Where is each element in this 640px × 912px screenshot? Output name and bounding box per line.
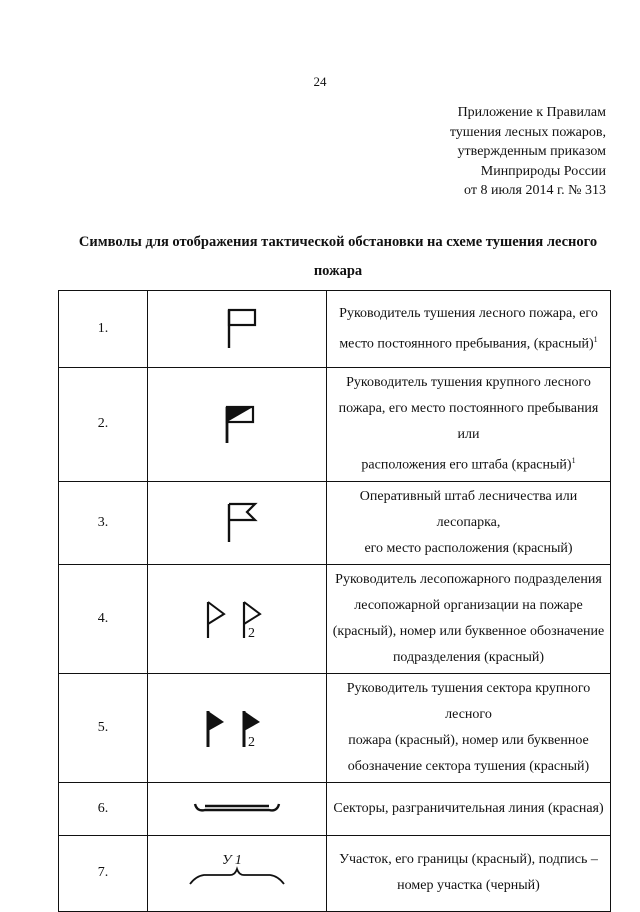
row-number: 4. <box>59 564 148 673</box>
symbol-cell <box>148 835 327 911</box>
row-number: 7. <box>59 835 148 911</box>
desc-line: лесопожарной организации на пожаре <box>354 597 583 613</box>
desc-line: его место расположения (красный) <box>364 540 573 556</box>
flag-half-filled-icon <box>207 399 267 449</box>
table-row <box>59 782 611 835</box>
table-row <box>59 835 611 911</box>
row-description <box>327 835 611 911</box>
symbol-cell <box>148 673 327 782</box>
flag-outline-icon <box>207 304 267 354</box>
desc-line: Участок, его границы (красный), подпись – <box>339 852 598 868</box>
row-description <box>327 673 611 782</box>
desc-line: Руководитель тушения сектора крупного лесного <box>346 680 591 722</box>
row-description <box>327 564 611 673</box>
pennant-filled-icons <box>192 703 282 753</box>
footnote-mark: 1 <box>593 334 598 344</box>
appendix-line: Минприроды России <box>480 163 606 179</box>
desc-line: подразделения (красный) <box>392 649 545 665</box>
appendix-line: Приложение к Правилам <box>457 105 606 120</box>
row-number: 2. <box>59 368 148 482</box>
table-row <box>59 481 611 564</box>
desc-line: Руководитель лесопожарного подразделения <box>335 571 602 587</box>
desc-line: пожара (красный), номер или буквенное <box>348 732 589 748</box>
plot-number-label: У 1 <box>222 853 242 869</box>
symbol-number-label: 2 <box>248 625 255 641</box>
symbol-cell <box>148 291 327 368</box>
sector-line-icon <box>187 794 287 824</box>
footnote-mark: 1 <box>571 456 576 465</box>
row-description <box>327 782 611 835</box>
desc-line: номер участка (черный) <box>397 878 540 894</box>
appendix-line: утвержденным приказом <box>457 144 606 159</box>
table-row <box>59 673 611 782</box>
desc-line: обозначение сектора тушения (красный) <box>347 758 590 774</box>
symbols-table <box>58 290 611 912</box>
desc-line: расположения его штаба (красный)$^1$ <box>361 456 576 473</box>
row-number: 3. <box>59 481 148 564</box>
desc-line: пожара, его место постоянного пребывания или <box>338 401 599 442</box>
symbol-cell <box>148 782 327 835</box>
symbol-cell <box>148 564 327 673</box>
desc-line: Оперативный штаб лесничества или лесопарка, <box>359 488 578 530</box>
desc-line: Руководитель тушения крупного лесного <box>346 375 591 390</box>
plot-boundary-icon <box>182 848 292 898</box>
document-title <box>60 228 616 286</box>
desc-line: Секторы, разграничительная линия (красная) <box>333 800 604 816</box>
symbol-number-label: 2 <box>248 734 255 750</box>
appendix-line: от 8 июля 2014 г. № 313 <box>464 183 606 198</box>
title-line: пожара <box>313 263 363 279</box>
page-number: 24 <box>313 74 327 89</box>
row-number: 5. <box>59 673 148 782</box>
desc-line: (красный), номер или буквенное обозначение <box>332 623 605 639</box>
appendix-header <box>346 103 606 201</box>
title-line: Символы для отображения тактической обстановки на схеме тушения лесного <box>78 234 598 250</box>
appendix-line: тушения лесных пожаров, <box>449 124 606 140</box>
symbol-cell <box>148 368 327 482</box>
row-description <box>327 481 611 564</box>
row-description <box>327 291 611 368</box>
table-row <box>59 291 611 368</box>
desc-line: Руководитель тушения лесного пожара, его <box>339 305 598 321</box>
row-number: 1. <box>59 291 148 368</box>
flag-notched-icon <box>207 498 267 548</box>
table-row <box>59 564 611 673</box>
row-description <box>327 368 611 482</box>
desc-line: место постоянного пребывания, (красный)$^1$ <box>339 334 598 352</box>
row-number: 6. <box>59 782 148 835</box>
symbol-cell <box>148 481 327 564</box>
pennant-outline-icons <box>192 594 282 644</box>
table-row <box>59 368 611 482</box>
